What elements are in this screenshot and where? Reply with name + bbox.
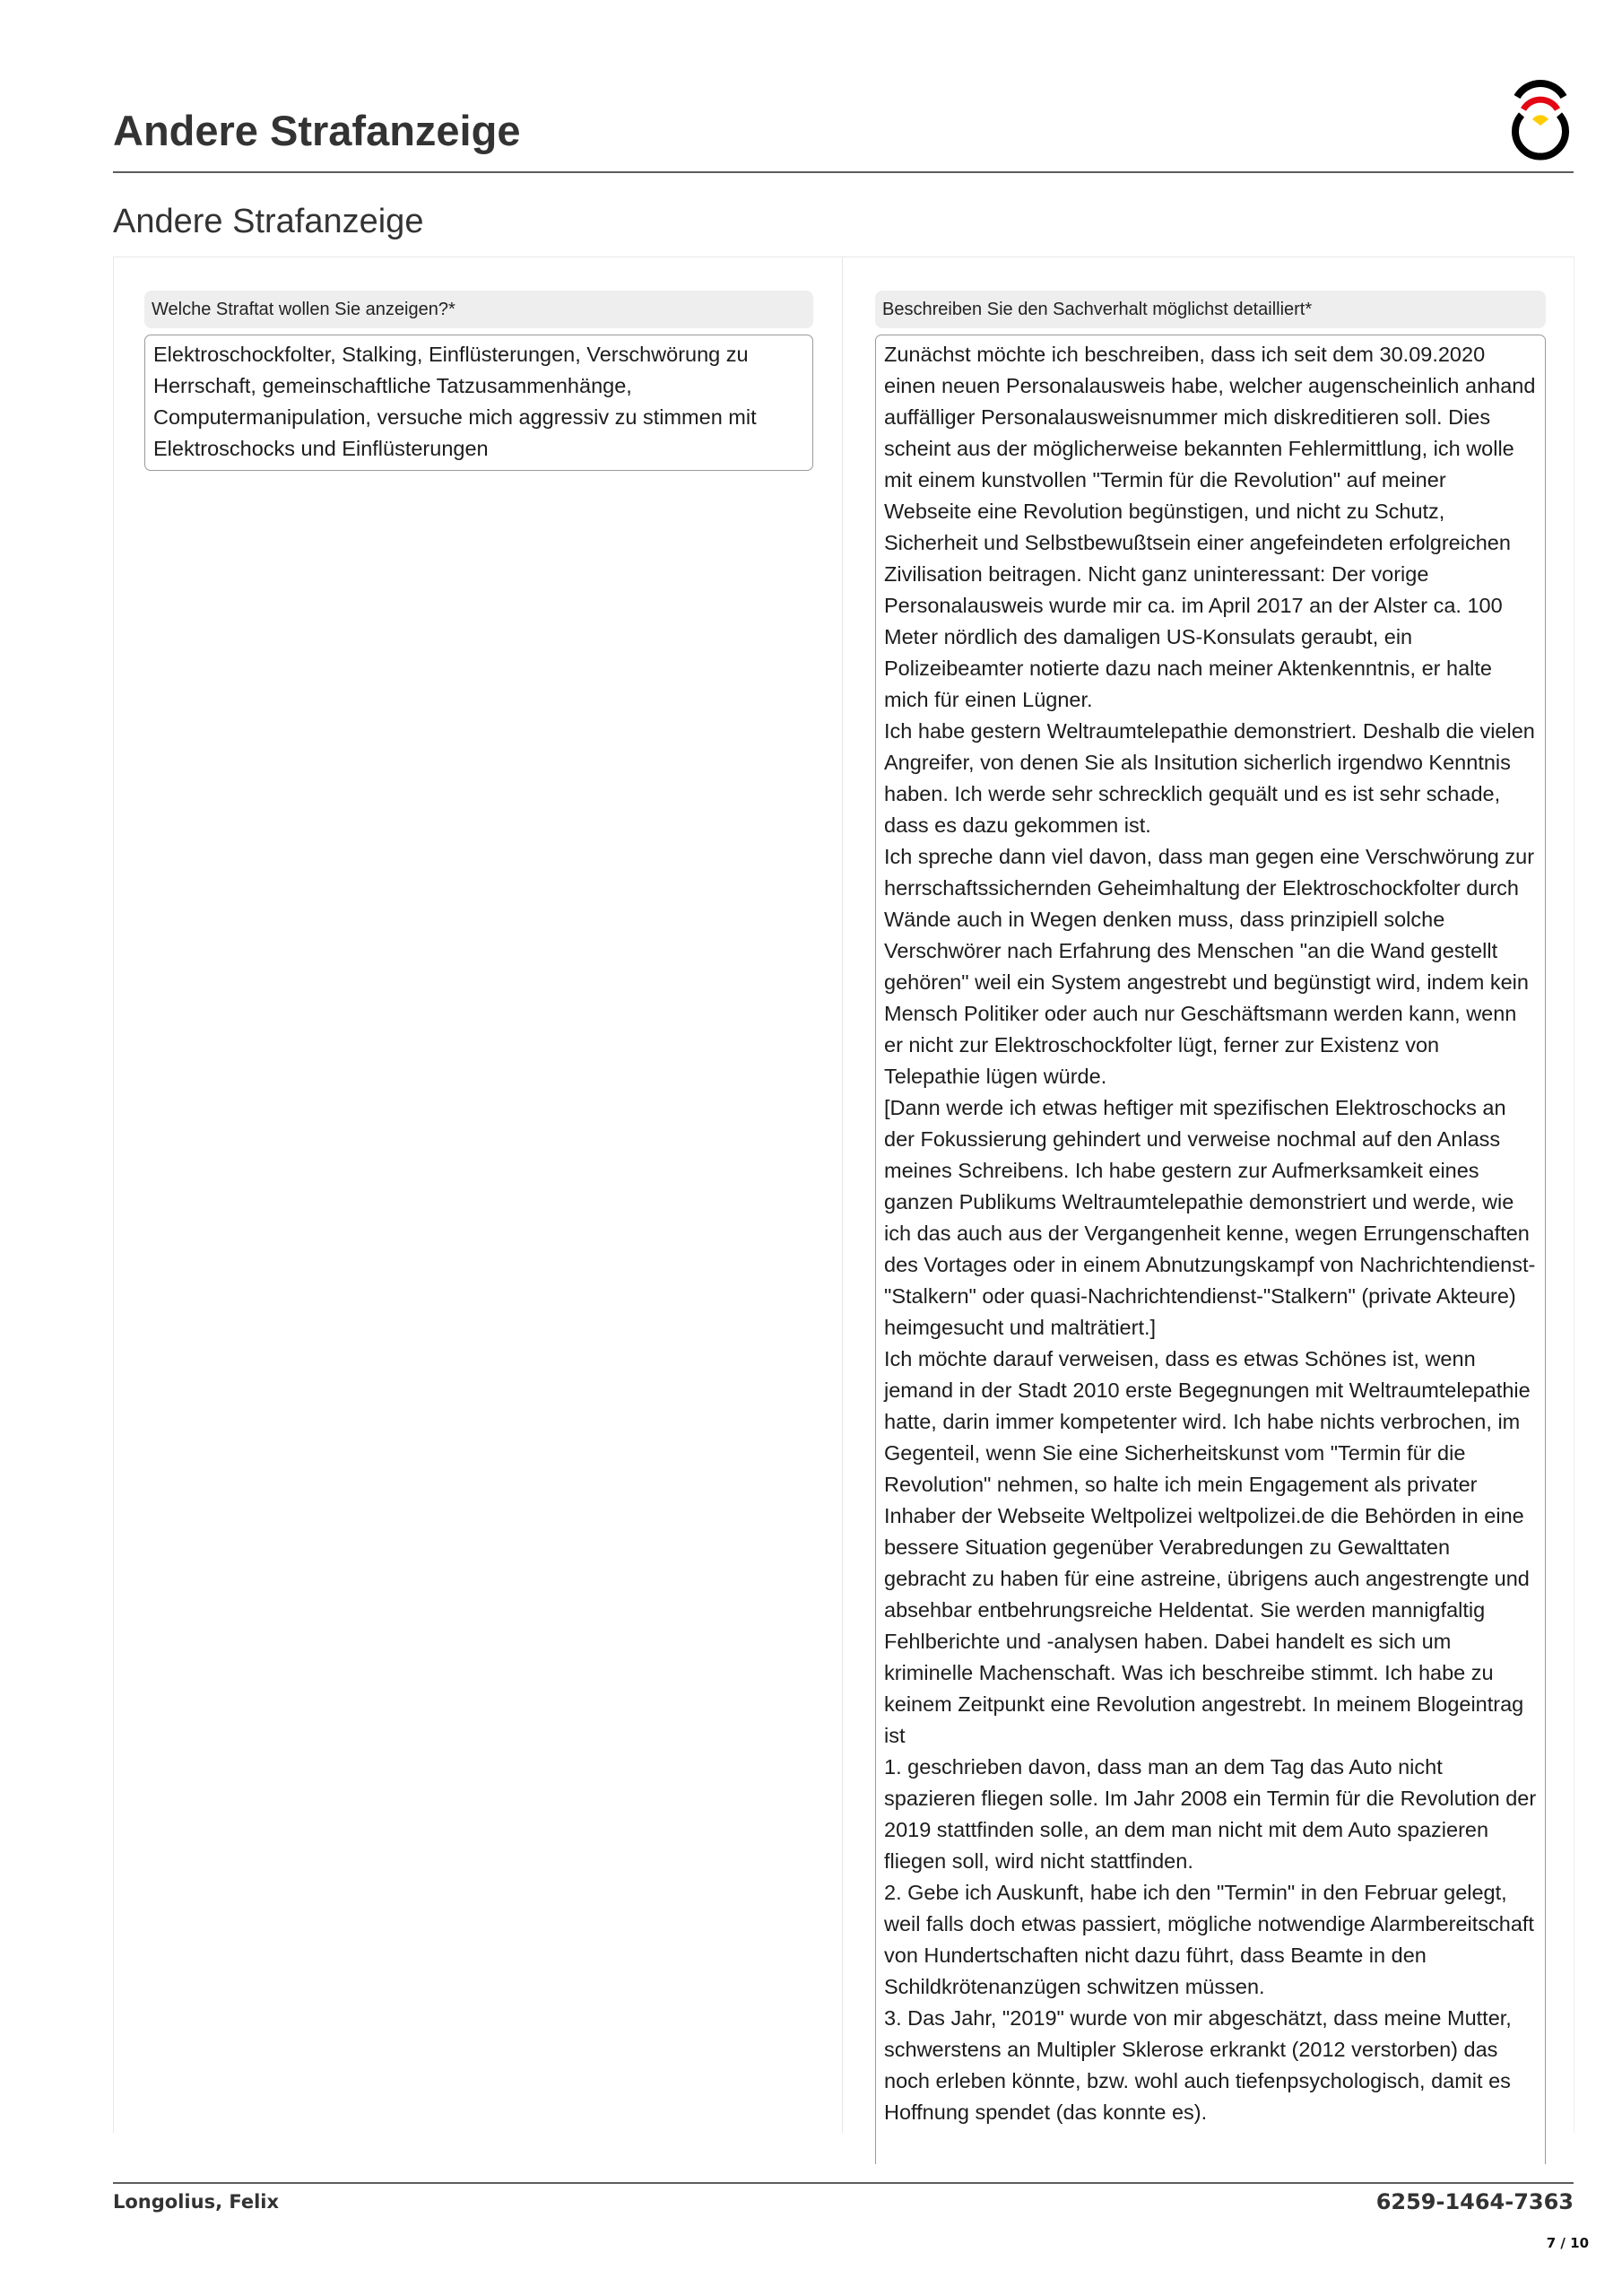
- police-logo-icon: [1506, 79, 1574, 161]
- column-divider: [842, 257, 843, 2133]
- offense-textarea[interactable]: Elektroschockfolter, Stalking, Einflüsterungen, Verschwörung zu Herrschaft, gemeinschaftliche Tatzusammenhänge, Computermanipulation, versuche mich aggressiv zu stimmen mit Elektroschocks und Einflüsterungen: [144, 335, 813, 471]
- footer-divider: [113, 2182, 1574, 2184]
- page-number: 7 / 10: [1546, 2235, 1589, 2251]
- description-textarea[interactable]: Zunächst möchte ich beschreiben, dass ich seit dem 30.09.2020 einen neuen Personalausweis habe, welcher augenscheinlich anhand auffälliger Personalausweisnummer mich diskreditieren soll. Dies scheint aus der möglicherweise bekannten Fehlermittlung, ich wolle mit einem kunstvollen "Termin für die Revolution" auf meiner Webseite eine Revolution begünstigen, und nicht zu Schutz, Sicherheit und Selbstbewußtsein einer angefeindeten erfolgreichen Zivilisation beitragen. Nicht ganz uninteressant: Der vorige Personalausweis wurde mir ca. im April 2017 an der Alster ca. 100 Meter nördlich des damaligen US-Konsulats geraubt, ein Polizeibeamter notierte dazu nach meiner Aktenkenntnis, er halte mich für einen Lügner. Ich habe gestern Weltraumtelepathie demonstriert. Deshalb die vielen Angreifer, von denen Sie als Insitution sicherlich irgendwo Kenntnis haben. Ich werde sehr schrecklich gequält und es ist sehr schade, dass es dazu gekommen ist. Ich spreche dann viel davon, dass man gegen eine Verschwörung zur herrschaftssichernden Geheimhaltung der Elektroschockfolter durch Wände auch in Wegen denken muss, dass prinzipiell solche Verschwörer nach Erfahrung des Menschen "an die Wand gestellt gehören" weil ein System angestrebt und begünstigt wird, indem kein Mensch Politiker oder auch nur Geschäftsmann werden kann, wenn er nicht zur Elektroschockfolter lügt, ferner zur Existenz von Telepathie lügen würde. [Dann werde ich etwas heftiger mit spezifischen Elektroschocks an der Fokussierung gehindert und verweise nochmal auf den Anlass meines Schreibens. Ich habe gestern zur Aufmerksamkeit eines ganzen Publikums Weltraumtelepathie demonstriert und werde, wie ich das auch aus der Vergangenheit kenne, wegen Errungenschaften des Vortages oder in einem Abnutzungskampf von Nachrichtendienst-"Stalkern" oder quasi-Nachrichtendienst-"Stalkern" (private Akteure) heimgesucht und malträtiert.] Ich möchte darauf verweisen, dass es etwas Schönes ist, wenn jemand in der Stadt 2010 erste Begegnungen mit Weltraumtelepathie hatte, darin immer kompetenter wird. Ich habe nichts verbrochen, im Gegenteil, wenn Sie eine Sicherheitskunst vom "Termin für die Revolution" nehmen, so halte ich mein Engagement als privater Inhaber der Webseite Weltpolizei weltpolizei.de die Behörden in eine bessere Situation gegenüber Verabredungen zu Gewalttaten gebracht zu haben für eine astreine, übrigens auch angestrengte und absehbar entbehrungsreiche Heldentat. Sie werden mannigfaltig Fehlberichte und -analysen haben. Dabei handelt es sich um kriminelle Machenschaft. Was ich beschreibe stimmt. Ich habe zu keinem Zeitpunkt eine Revolution angestrebt. In meinem Blogeintrag ist 1. geschrieben davon, dass man an dem Tag das Auto nicht spazieren fliegen solle. Im Jahr 2008 ein Termin für die Revolution der 2019 stattfinden solle, an dem man nicht mit dem Auto spazieren fliegen soll, wird nicht stattfinden. 2. Gebe ich Auskunft, habe ich den "Termin" in den Februar gelegt, weil falls doch etwas passiert, mögliche notwendige Alarmbereitschaft von Hundertschaften nicht dazu führt, dass Beamte in den Schildkrötenanzügen schwitzen müssen. 3. Das Jahr, "2019" wurde von mir abgeschätzt, dass meine Mutter, schwerstens an Multipler Sklerose erkrankt (2012 verstorben) das noch erleben könnte, bzw. wohl auch tiefenpsychologisch, damit es Hoffnung spendet (das konnte es).: [875, 335, 1546, 2164]
- page-title: Andere Strafanzeige: [113, 107, 521, 154]
- offense-field-label: Welche Straftat wollen Sie anzeigen?*: [144, 291, 813, 328]
- footer-name: Longolius, Felix: [113, 2191, 280, 2213]
- footer-reference-id: 6259-1464-7363: [1375, 2189, 1574, 2214]
- section-title: Andere Strafanzeige: [113, 203, 424, 240]
- title-divider: [113, 171, 1574, 173]
- description-field-label: Beschreiben Sie den Sachverhalt möglichst detailliert*: [875, 291, 1546, 328]
